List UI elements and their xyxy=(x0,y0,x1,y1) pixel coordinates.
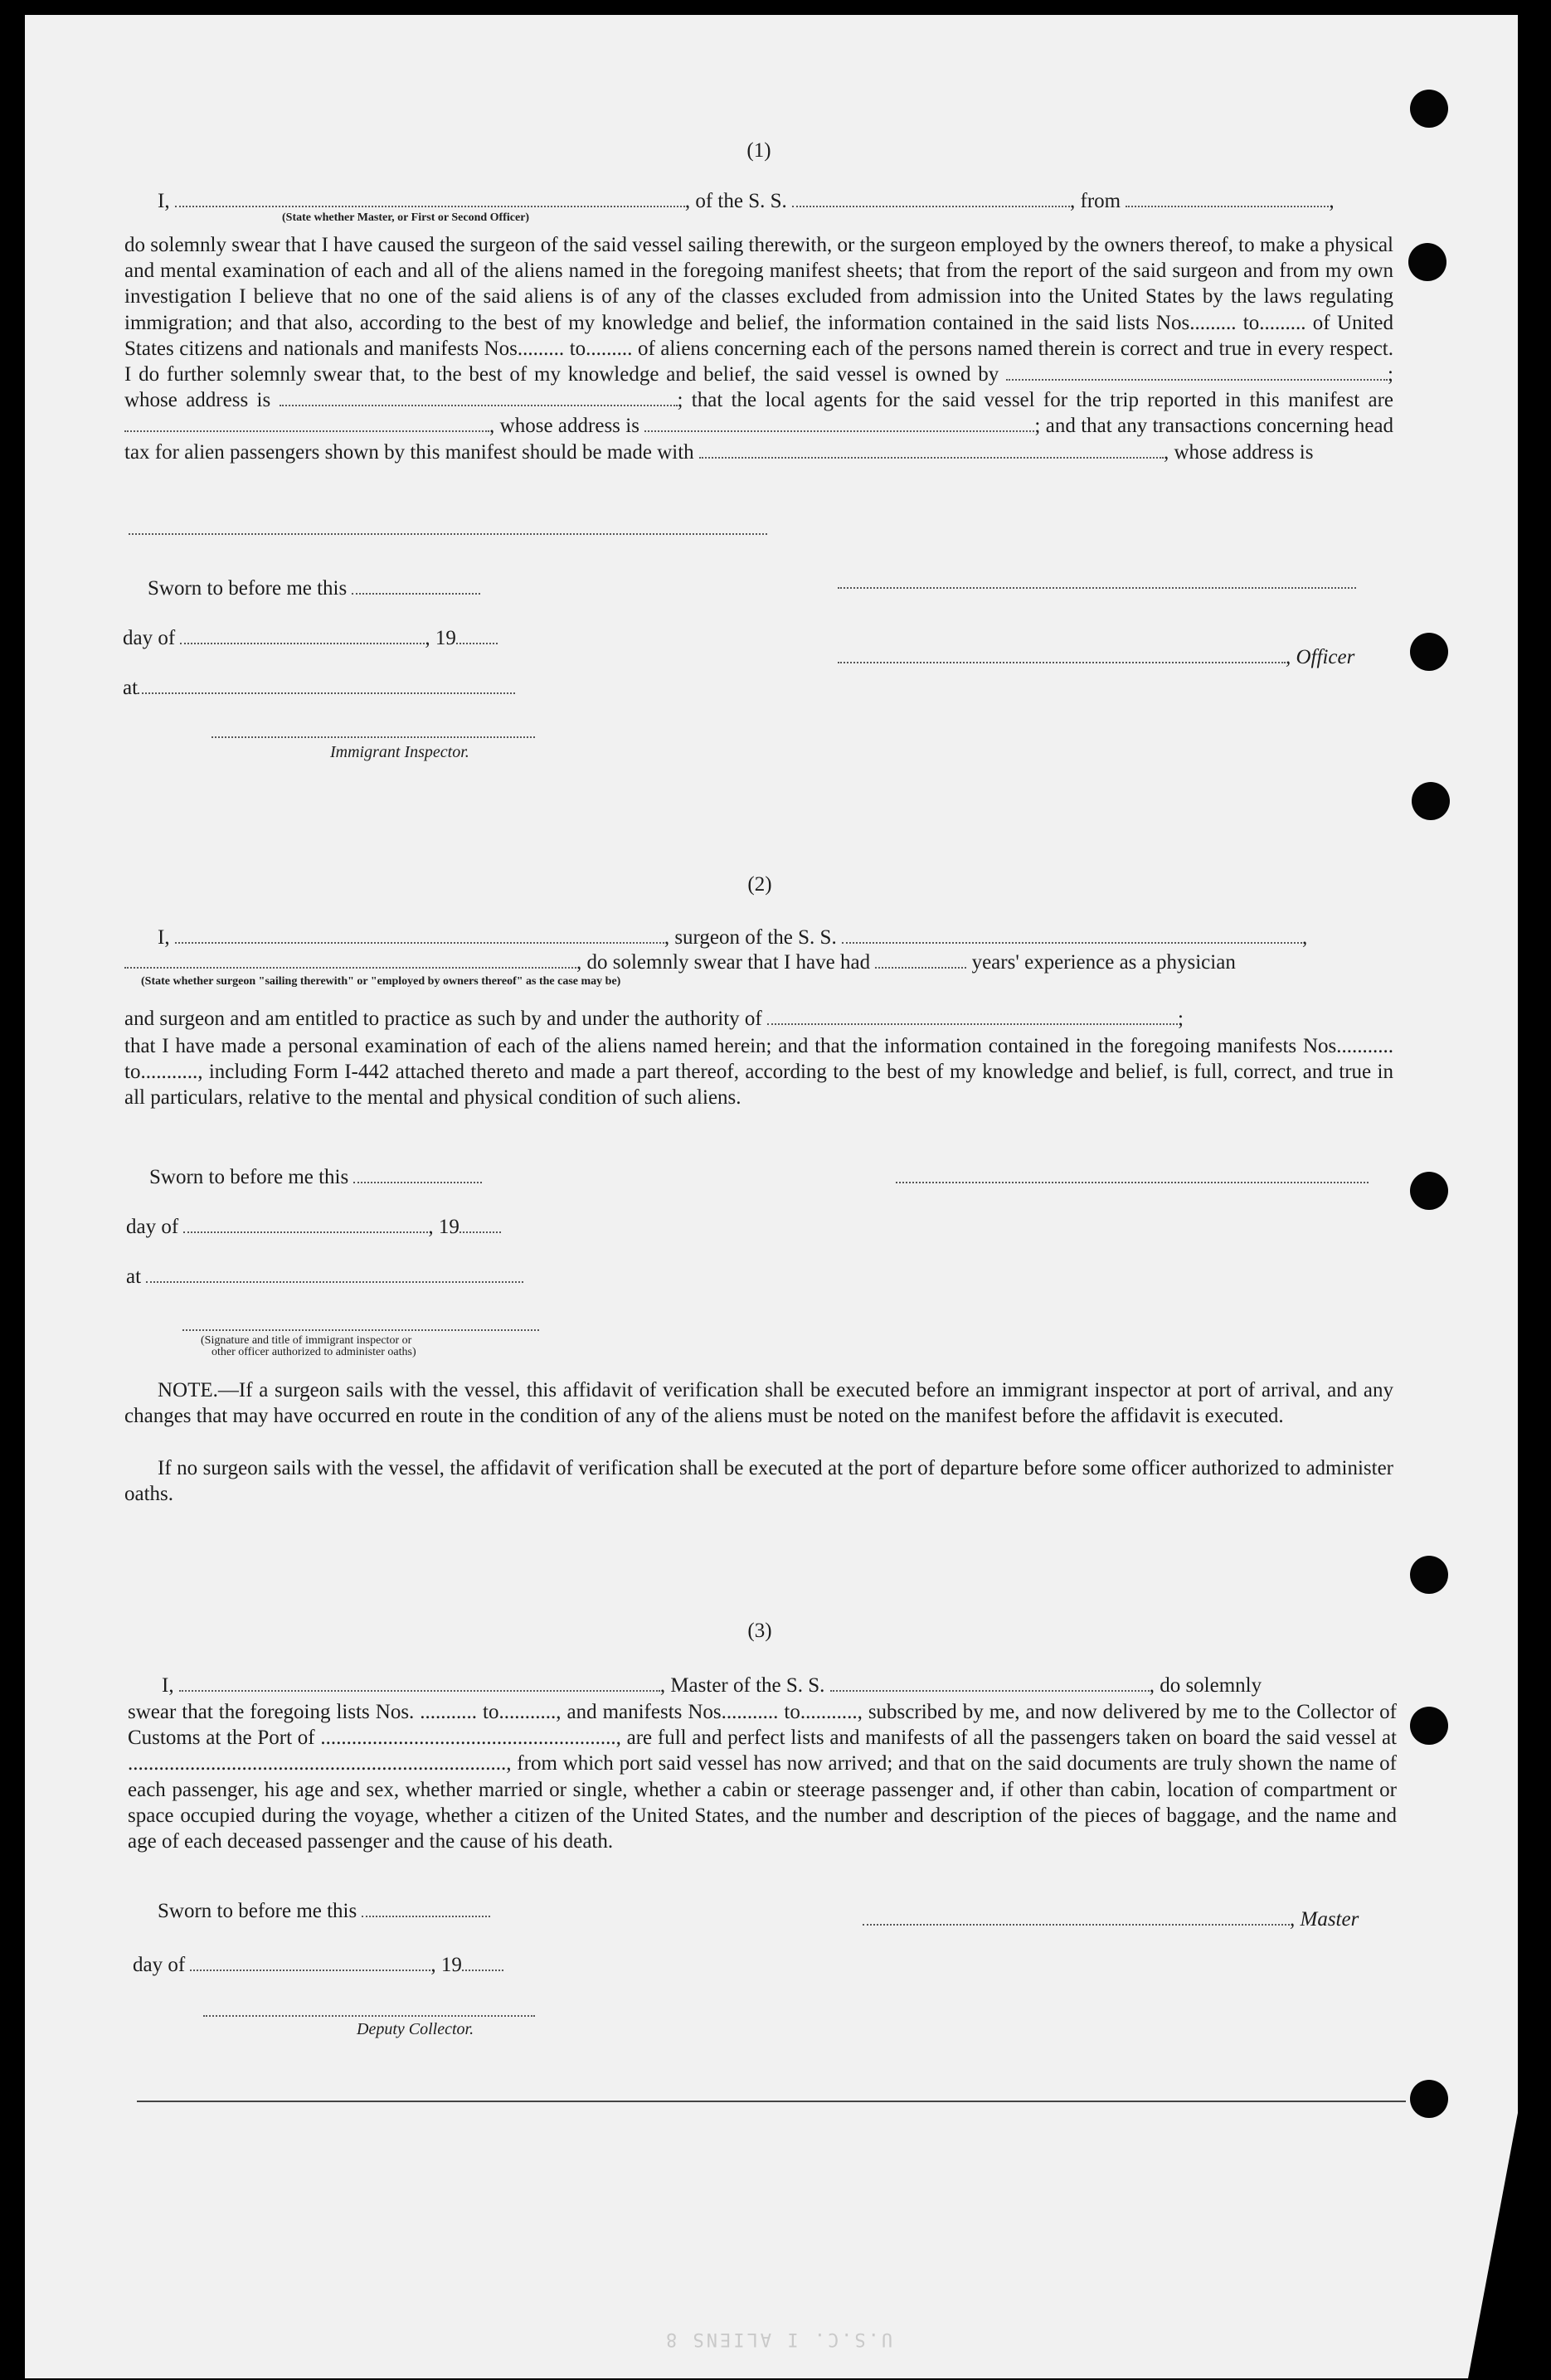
punch-hole xyxy=(1410,1556,1448,1594)
bottom-rule xyxy=(137,2101,1406,2102)
footer-stamp: U.S.C. I ALIENS 8 xyxy=(664,2329,893,2349)
section-2-day-of: day of , 19 xyxy=(126,1215,501,1240)
section-2-note: NOTE.—If a surgeon sails with the vessel, this affidavit of verification shall be executed before an immigrant inspector at port of arrival, and any changes that may have occurred en route in the condition of any of the aliens must be noted on the manifest before the affidavit is executed. xyxy=(124,1379,1393,1428)
section-1-number: (1) xyxy=(746,139,771,162)
punch-hole xyxy=(1410,1172,1448,1210)
master-line: , Master xyxy=(863,1907,1359,1932)
address-line xyxy=(129,533,767,535)
section-2-authority-line: and surgeon and am entitled to practice as such by and under the authority of ; xyxy=(124,1008,1184,1030)
collector-signature-line xyxy=(203,2015,535,2017)
document-page xyxy=(25,15,1518,2378)
section-1-sworn: Sworn to before me this xyxy=(148,576,480,601)
punch-hole xyxy=(1408,243,1446,281)
officer-line: , Officer xyxy=(838,645,1354,670)
section-2-oath-line: I, , surgeon of the S. S. , xyxy=(158,926,1308,949)
punch-hole xyxy=(1410,1707,1448,1745)
section-3-oath-line: I, , Master of the S. S. , do solemnly xyxy=(162,1674,1262,1697)
section-3-day-of: day of , 19 xyxy=(133,1953,503,1978)
section-2-number: (2) xyxy=(747,873,772,896)
punch-hole xyxy=(1412,782,1450,820)
section-3-sworn: Sworn to before me this xyxy=(158,1899,490,1924)
master-officer-note: (State whether Master, or First or Second Officer) xyxy=(282,211,530,224)
punch-hole xyxy=(1410,633,1448,671)
surgeon-signature-line xyxy=(896,1182,1369,1183)
officer-signature-line xyxy=(182,1329,539,1331)
page-corner-cut xyxy=(1468,2113,1518,2378)
section-2-sworn: Sworn to before me this xyxy=(149,1165,482,1190)
section-2-paragraph: that I have made a personal examination of each of the aliens named herein; and that the information contained in the foregoing manifests Nos........... to..........., including Form I-442 attached thereto and made a part thereof, according to the best of my knowledge and belief, is full, correct, and true in all particulars, relative to the mental and physical condition of such aliens. xyxy=(124,1035,1393,1110)
punch-hole xyxy=(1410,2080,1448,2118)
signature-title-note-1: (Signature and title of immigrant inspector or xyxy=(201,1334,412,1347)
deputy-collector-label: Deputy Collector. xyxy=(357,2020,474,2038)
section-2-experience-line: , do solemnly swear that I have had years' experience as a physician xyxy=(124,950,1236,975)
section-3-paragraph: swear that the foregoing lists Nos. ........... to..........., and manifests Nos........... to..........., subscribed by me, and now delivered by me to the Collector of Customs at the Port of ........................................................., are full and perfect lists and manifests of all the passengers taken on board the said vessel at ........................................................................., from which port said vessel has now arrived; and that on the said documents are truly shown the name of each passenger, his age and sex, whether married or single, whether a cabin or steerage passenger and, if other than cabin, location of compartment or space occupied during the voyage, whether a citizen of the United States, and the number and description of the pieces of baggage, and the name and age of each deceased passenger and the cause of his death. xyxy=(128,1701,1397,1853)
inspector-signature-line xyxy=(212,736,535,738)
section-1-paragraph: do solemnly swear that I have caused the surgeon of the said vessel sailing therewith, or the surgeon employed by the owners thereof, to make a physical and mental examination of each and all of the aliens named in the foregoing manifest sheets; that from the report of the said surgeon and from my own investigation I believe that no one of the said aliens is of any of the classes excluded from admission into the United States by the laws regulating immigration; and that also, according to the best of my knowledge and belief, the information contained in the said lists Nos......... to......... of United States citizens and nationals and manifests Nos......... to......... of aliens concerning each of the persons named therein is correct and true in every respect. I do further solemnly swear that, to the best of my knowledge and belief, the said vessel is owned by ; whose address is ; that the local agents for the said vessel for the trip reported in this manifest are , whose address is ; and that any transactions concerning head tax for alien passengers shown by this manifest should be made with , whose address is xyxy=(124,234,1394,464)
section-2-at: at xyxy=(126,1265,523,1290)
signature-title-note-2: other officer authorized to administer oaths) xyxy=(212,1346,416,1358)
section-1-oath-line: I, , of the S. S. , from , xyxy=(158,190,1335,212)
section-1-at: at xyxy=(123,676,515,701)
section-1-day-of: day of , 19 xyxy=(123,626,498,651)
section-3-number: (3) xyxy=(747,1620,772,1642)
section-2-note-2: If no surgeon sails with the vessel, the affidavit of verification shall be executed at the port of departure before some officer authorized to administer oaths. xyxy=(124,1457,1393,1506)
surgeon-status-note: (State whether surgeon "sailing therewith" or "employed by owners thereof" as the case may be) xyxy=(141,975,621,988)
immigrant-inspector-label: Immigrant Inspector. xyxy=(330,743,469,761)
officer-blank-line-top xyxy=(838,587,1356,589)
punch-hole xyxy=(1410,90,1448,128)
